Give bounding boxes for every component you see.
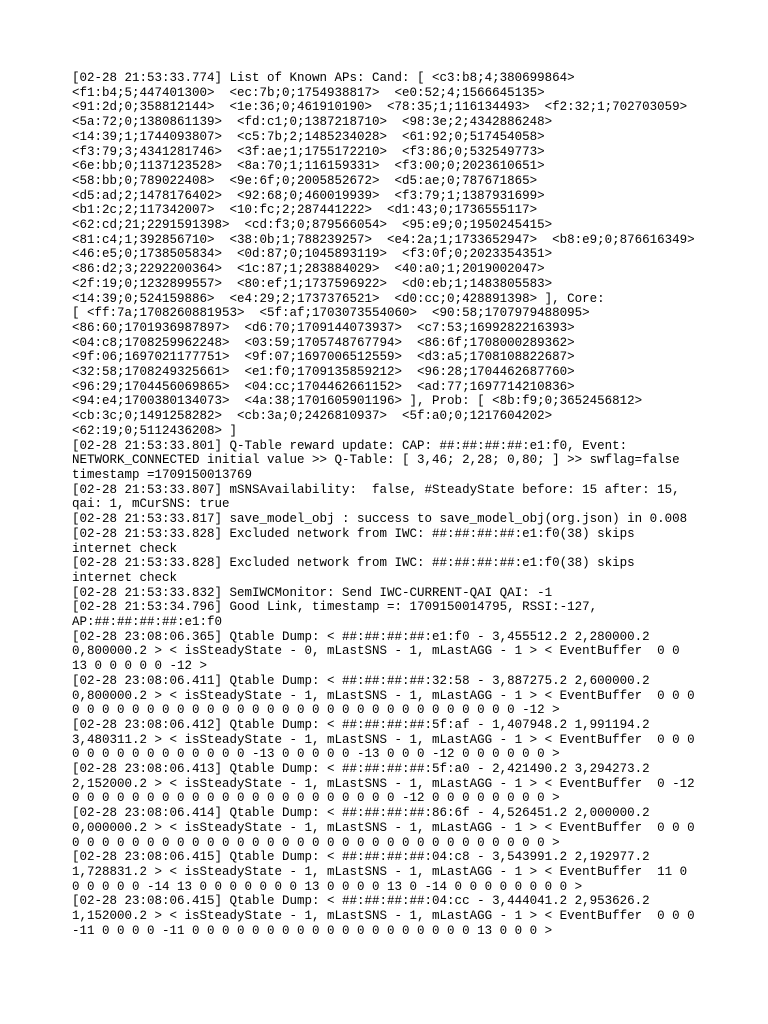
log-line: <f1:b4;5;447401300> <ec:7b;0;1754938817> <e0:52;4;1566645135> [72, 85, 545, 100]
log-line: [02-28 23:08:06.413] Qtable Dump: < ##:##:##:##:5f:a0 - 2,421490.2 3,294273.2 [72, 762, 650, 777]
log-line: <cb:3c;0;1491258282> <cb:3a;0;2426810937> <5f:a0;0;1217604202> [72, 409, 553, 424]
log-line: [02-28 21:53:33.801] Q-Table reward update: CAP: ##:##:##:##:e1:f0, Event: [72, 438, 628, 453]
log-line: <32:58;1708249325661> <e1:f0;1709135859212> <96:28;1704462687760> [72, 365, 575, 380]
log-line: <86:60;1701936987897> <d6:70;1709144073937> <c7:53;1699282216393> [72, 320, 575, 335]
log-line: [02-28 21:53:33.774] List of Known APs: Cand: [ <c3:b8;4;380699864> [72, 71, 575, 85]
log-line: <b1:2c;2;117342007> <10:fc;2;287441222> <d1:43;0;1736555117> [72, 203, 538, 218]
log-line: timestamp =1709150013769 [72, 467, 253, 482]
log-line: <62:cd;21;2291591398> <cd:f3;0;879566054> <95:e9;0;1950245415> [72, 218, 553, 233]
log-line: internet check [72, 541, 178, 556]
log-line: <91:2d;0;358812144> <1e:36;0;461910190> <78:35;1;116134493> <f2:32;1;702703059> [72, 100, 688, 115]
log-line: 0,800000.2 > < isSteadyState - 1, mLastSNS - 1, mLastAGG - 1 > < EventBuffer 0 0 0 [72, 688, 695, 703]
log-line: qai: 1, mCurSNS: true [72, 497, 230, 512]
log-line: <2f:19;0;1232899557> <80:ef;1;1737596922> <d0:eb;1;1483805583> [72, 276, 553, 291]
log-line: [02-28 23:08:06.415] Qtable Dump: < ##:##:##:##:04:c8 - 3,543991.2 2,192977.2 [72, 850, 650, 865]
log-line: [02-28 23:08:06.412] Qtable Dump: < ##:##:##:##:5f:af - 1,407948.2 1,991194.2 [72, 717, 650, 732]
log-line: [02-28 21:53:33.832] SemIWCMonitor: Send IWC-CURRENT-QAI QAI: -1 [72, 585, 553, 600]
log-line: [02-28 23:08:06.414] Qtable Dump: < ##:##:##:##:86:6f - 4,526451.2 2,000000.2 [72, 806, 650, 821]
log-line: <14:39;0;524159886> <e4:29;2;1737376521> <d0:cc;0;428891398> ], Core: [72, 291, 605, 306]
log-line: [02-28 21:53:33.828] Excluded network from IWC: ##:##:##:##:e1:f0(38) skips [72, 556, 635, 571]
log-line: 0 0 0 0 0 -14 13 0 0 0 0 0 0 0 13 0 0 0 0 13 0 -14 0 0 0 0 0 0 0 0 > [72, 879, 583, 894]
log-line: 1,152000.2 > < isSteadyState - 1, mLastSNS - 1, mLastAGG - 1 > < EventBuffer 0 0 0 [72, 909, 695, 924]
document-page [72, 71, 712, 938]
log-line: <58:bb;0;789022408> <9e:6f;0;2005852672> <d5:ae;0;787671865> [72, 173, 538, 188]
log-line: <14:39;1;1744093807> <c5:7b;2;1485234028> <61:92;0;517454058> [72, 129, 545, 144]
log-line: -11 0 0 0 0 -11 0 0 0 0 0 0 0 0 0 0 0 0 0 0 0 0 0 0 0 13 0 0 0 > [72, 923, 553, 938]
log-line: 1,728831.2 > < isSteadyState - 1, mLastSNS - 1, mLastAGG - 1 > < EventBuffer 11 0 [72, 864, 688, 879]
log-line: [02-28 21:53:33.828] Excluded network from IWC: ##:##:##:##:e1:f0(38) skips [72, 526, 635, 541]
log-line: 0,000000.2 > < isSteadyState - 1, mLastSNS - 1, mLastAGG - 1 > < EventBuffer 0 0 0 [72, 820, 695, 835]
log-line: <04:c8;1708259962248> <03:59;1705748767794> <86:6f;1708000289362> [72, 335, 575, 350]
log-line: 0 0 0 0 0 0 0 0 0 0 0 0 0 0 0 0 0 0 0 0 0 0 -12 0 0 0 0 0 0 0 0 > [72, 791, 560, 806]
log-line: <62:19;0;5112436208> ] [72, 423, 238, 438]
log-line: <6e:bb;0;1137123528> <8a:70;1;116159331> <f3:00;0;2023610651> [72, 159, 545, 174]
log-line: <81:c4;1;392856710> <38:0b;1;788239257> <e4:2a;1;1733652947> <b8:e9;0;876616349> [72, 232, 695, 247]
log-line: <d5:ad;2;1478176402> <92:68;0;460019939> <f3:79;1;1387931699> [72, 188, 545, 203]
log-line: 13 0 0 0 0 0 -12 > [72, 659, 208, 674]
log-text [72, 71, 712, 938]
log-line: <94:e4;1700380134073> <4a:38;1701605901196> ], Prob: [ <8b:f9;0;3652456812> [72, 394, 643, 409]
log-line: <96:29;1704456069865> <04:cc;1704462661152> <ad:77;1697714210836> [72, 379, 575, 394]
log-line: [02-28 23:08:06.411] Qtable Dump: < ##:##:##:##:32:58 - 3,887275.2 2,600000.2 [72, 673, 650, 688]
log-line: <5a:72;0;1380861139> <fd:c1;0;1387218710> <98:3e;2;4342886248> [72, 115, 553, 130]
log-line: [02-28 21:53:34.796] Good Link, timestamp =: 1709150014795, RSSI:-127, [72, 600, 598, 615]
log-line: 3,480311.2 > < isSteadyState - 1, mLastSNS - 1, mLastAGG - 1 > < EventBuffer 0 0 0 [72, 732, 695, 747]
log-line: internet check [72, 570, 178, 585]
log-line: <46:e5;0;1738505834> <0d:87;0;1045893119> <f3:0f;0;2023354351> [72, 247, 553, 262]
log-line: AP:##:##:##:##:e1:f0 [72, 615, 223, 630]
log-line: 2,152000.2 > < isSteadyState - 1, mLastSNS - 1, mLastAGG - 1 > < EventBuffer 0 -12 [72, 776, 695, 791]
log-line: 0 0 0 0 0 0 0 0 0 0 0 0 -13 0 0 0 0 0 -13 0 0 0 -12 0 0 0 0 0 0 > [72, 747, 560, 762]
log-line: [02-28 23:08:06.415] Qtable Dump: < ##:##:##:##:04:cc - 3,444041.2 2,953626.2 [72, 894, 650, 909]
log-line: <9f:06;1697021177751> <9f:07;1697006512559> <d3:a5;1708108822687> [72, 350, 575, 365]
log-line: [02-28 21:53:33.807] mSNSAvailability: false, #SteadyState before: 15 after: 15, [72, 482, 680, 497]
log-line: 0 0 0 0 0 0 0 0 0 0 0 0 0 0 0 0 0 0 0 0 0 0 0 0 0 0 0 0 0 0 -12 > [72, 703, 560, 718]
log-line: 0 0 0 0 0 0 0 0 0 0 0 0 0 0 0 0 0 0 0 0 0 0 0 0 0 0 0 0 0 0 0 0 > [72, 835, 560, 850]
log-line: <f3:79;3;4341281746> <3f:ae;1;1755172210> <f3:86;0;532549773> [72, 144, 545, 159]
log-line: <86:d2;3;2292200364> <1c:87;1;283884029> <40:a0;1;2019002047> [72, 262, 545, 277]
log-line: 0,800000.2 > < isSteadyState - 0, mLastSNS - 1, mLastAGG - 1 > < EventBuffer 0 0 [72, 644, 680, 659]
log-line: [02-28 23:08:06.365] Qtable Dump: < ##:##:##:##:e1:f0 - 3,455512.2 2,280000.2 [72, 629, 650, 644]
log-line: [02-28 21:53:33.817] save_model_obj : success to save_model_obj(org.json) in 0.008 [72, 512, 688, 527]
log-line: NETWORK_CONNECTED initial value >> Q-Table: [ 3,46; 2,28; 0,80; ] >> swflag=false [72, 453, 680, 468]
log-line: [ <ff:7a;1708260881953> <5f:af;1703073554060> <90:58;1707979488095> [72, 306, 590, 321]
